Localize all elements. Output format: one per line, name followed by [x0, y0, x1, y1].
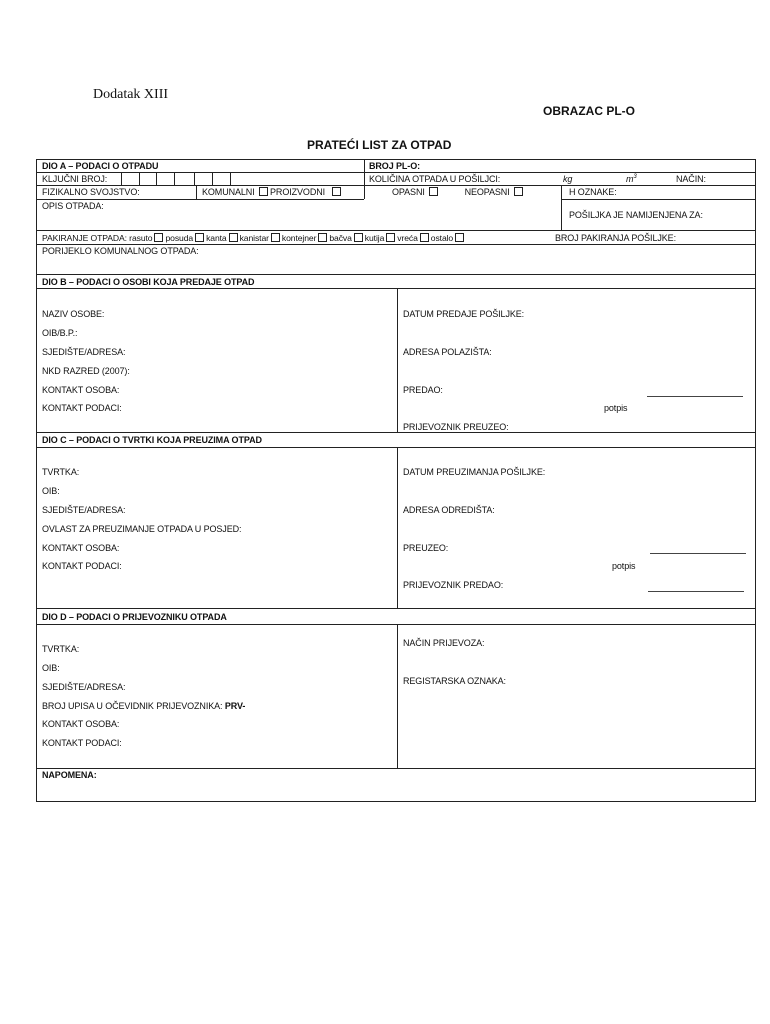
b-naziv-label: NAZIV OSOBE:	[42, 309, 105, 319]
c-datum-label: DATUM PREUZIMANJA POŠILJKE:	[403, 467, 546, 477]
kutija-checkbox[interactable]	[386, 233, 395, 242]
d-registarska-label: REGISTARSKA OZNAKA:	[403, 676, 506, 686]
namijenjena-label: POŠILJKA JE NAMIJENJENA ZA:	[569, 210, 703, 220]
opasni-checkbox[interactable]	[429, 187, 438, 196]
h-oznake-label: H OZNAKE:	[569, 187, 617, 197]
opis-label: OPIS OTPADA:	[42, 201, 104, 211]
proizvodni-checkbox[interactable]	[332, 187, 341, 196]
d-broj-upisa-label: BROJ UPISA U OČEVIDNIK PRIJEVOZNIKA: PRV-	[42, 701, 246, 711]
pakiranje-options: PAKIRANJE OTPADA: rasuto posuda kanta kanistar kontejner bačva kutija vreća ostalo	[42, 233, 466, 243]
b-sjediste-label: SJEDIŠTE/ADRESA:	[42, 347, 126, 357]
page-title: PRATEĆI LIST ZA OTPAD	[307, 138, 452, 152]
kanta-checkbox[interactable]	[229, 233, 238, 242]
d-prv-prefix: PRV-	[224, 701, 246, 711]
komunalni-checkbox[interactable]	[259, 187, 268, 196]
c-prijevoznik-signature-line	[648, 591, 744, 592]
d-kontakt-podaci-label: KONTAKT PODACI:	[42, 738, 122, 748]
neopasni-label: NEOPASNI	[464, 187, 510, 197]
napomena-label: NAPOMENA:	[42, 770, 97, 780]
opasni-label: OPASNI	[392, 187, 425, 197]
d-nacin-label: NAČIN PRIJEVOZA:	[403, 638, 485, 648]
c-kontakt-osoba-label: KONTAKT OSOBA:	[42, 543, 120, 553]
waste-type-options	[202, 187, 343, 197]
b-prijevoznik-label: PRIJEVOZNIK PREUZEO:	[403, 422, 509, 432]
c-preuzeo-signature-line	[650, 553, 746, 554]
komunalni-label: KOMUNALNI	[202, 187, 255, 197]
c-sjediste-label: SJEDIŠTE/ADRESA:	[42, 505, 126, 515]
b-predao-label: PREDAO:	[403, 385, 443, 395]
b-kontakt-osoba-label: KONTAKT OSOBA:	[42, 385, 120, 395]
rasuto-checkbox[interactable]	[154, 233, 163, 242]
b-potpis-label: potpis	[604, 403, 628, 413]
c-potpis-label: potpis	[612, 561, 636, 571]
c-kontakt-podaci-label: KONTAKT PODACI:	[42, 561, 122, 571]
d-kontakt-osoba-label: KONTAKT OSOBA:	[42, 719, 120, 729]
proizvodni-label: PROIZVODNI	[270, 187, 326, 197]
bacva-checkbox[interactable]	[354, 233, 363, 242]
d-sjediste-label: SJEDIŠTE/ADRESA:	[42, 682, 126, 692]
c-tvrtka-label: TVRTKA:	[42, 467, 80, 477]
porijeklo-label: PORIJEKLO KOMUNALNOG OTPADA:	[42, 246, 199, 256]
kanistar-checkbox[interactable]	[271, 233, 280, 242]
broj-pl-label: BROJ PL-O:	[369, 161, 421, 171]
b-predao-signature-line	[647, 396, 743, 397]
part-a-heading: DIO A – PODACI O OTPADU	[42, 161, 159, 171]
c-oib-label: OIB:	[42, 486, 60, 496]
b-datum-label: DATUM PREDAJE POŠILJKE:	[403, 309, 525, 319]
appendix-label: Dodatak XIII	[93, 87, 169, 102]
c-prijevoznik-label: PRIJEVOZNIK PREDAO:	[403, 580, 504, 590]
broj-pakiranja-label: BROJ PAKIRANJA POŠILJKE:	[555, 233, 676, 243]
kg-unit: kg	[563, 174, 573, 184]
part-c-heading: DIO C – PODACI O TVRTKI KOJA PREUZIMA OTPAD	[42, 435, 262, 445]
kontejner-checkbox[interactable]	[318, 233, 327, 242]
b-kontakt-podaci-label: KONTAKT PODACI:	[42, 403, 122, 413]
d-oib-label: OIB:	[42, 663, 60, 673]
hazard-options	[392, 187, 525, 197]
neopasni-checkbox[interactable]	[514, 187, 523, 196]
c-ovlast-label: OVLAST ZA PREUZIMANJE OTPADA U POSJED:	[42, 524, 242, 534]
fizikalno-label: FIZIKALNO SVOJSTVO:	[42, 187, 140, 197]
ostalo-checkbox[interactable]	[455, 233, 464, 242]
part-b-heading: DIO B – PODACI O OSOBI KOJA PREDAJE OTPAD	[42, 277, 255, 287]
part-d-heading: DIO D – PODACI O PRIJEVOZNIKU OTPADA	[42, 612, 227, 622]
vreca-checkbox[interactable]	[420, 233, 429, 242]
c-adresa-label: ADRESA ODREDIŠTA:	[403, 505, 495, 515]
posuda-checkbox[interactable]	[195, 233, 204, 242]
nacin-label: NAČIN:	[676, 174, 706, 184]
d-tvrtka-label: TVRTKA:	[42, 644, 80, 654]
b-adresa-label: ADRESA POLAZIŠTA:	[403, 347, 492, 357]
kljucni-broj-label: KLJUČNI BROJ:	[42, 174, 108, 184]
m3-unit: $m^3$	[626, 174, 637, 184]
kolicina-label: KOLIČINA OTPADA U POŠILJCI:	[369, 174, 501, 184]
form-code: OBRAZAC PL-O	[543, 104, 635, 118]
b-oib-label: OIB/B.P.:	[42, 328, 78, 338]
c-preuzeo-label: PREUZEO:	[403, 543, 449, 553]
b-nkd-label: NKD RAZRED (2007):	[42, 366, 130, 376]
